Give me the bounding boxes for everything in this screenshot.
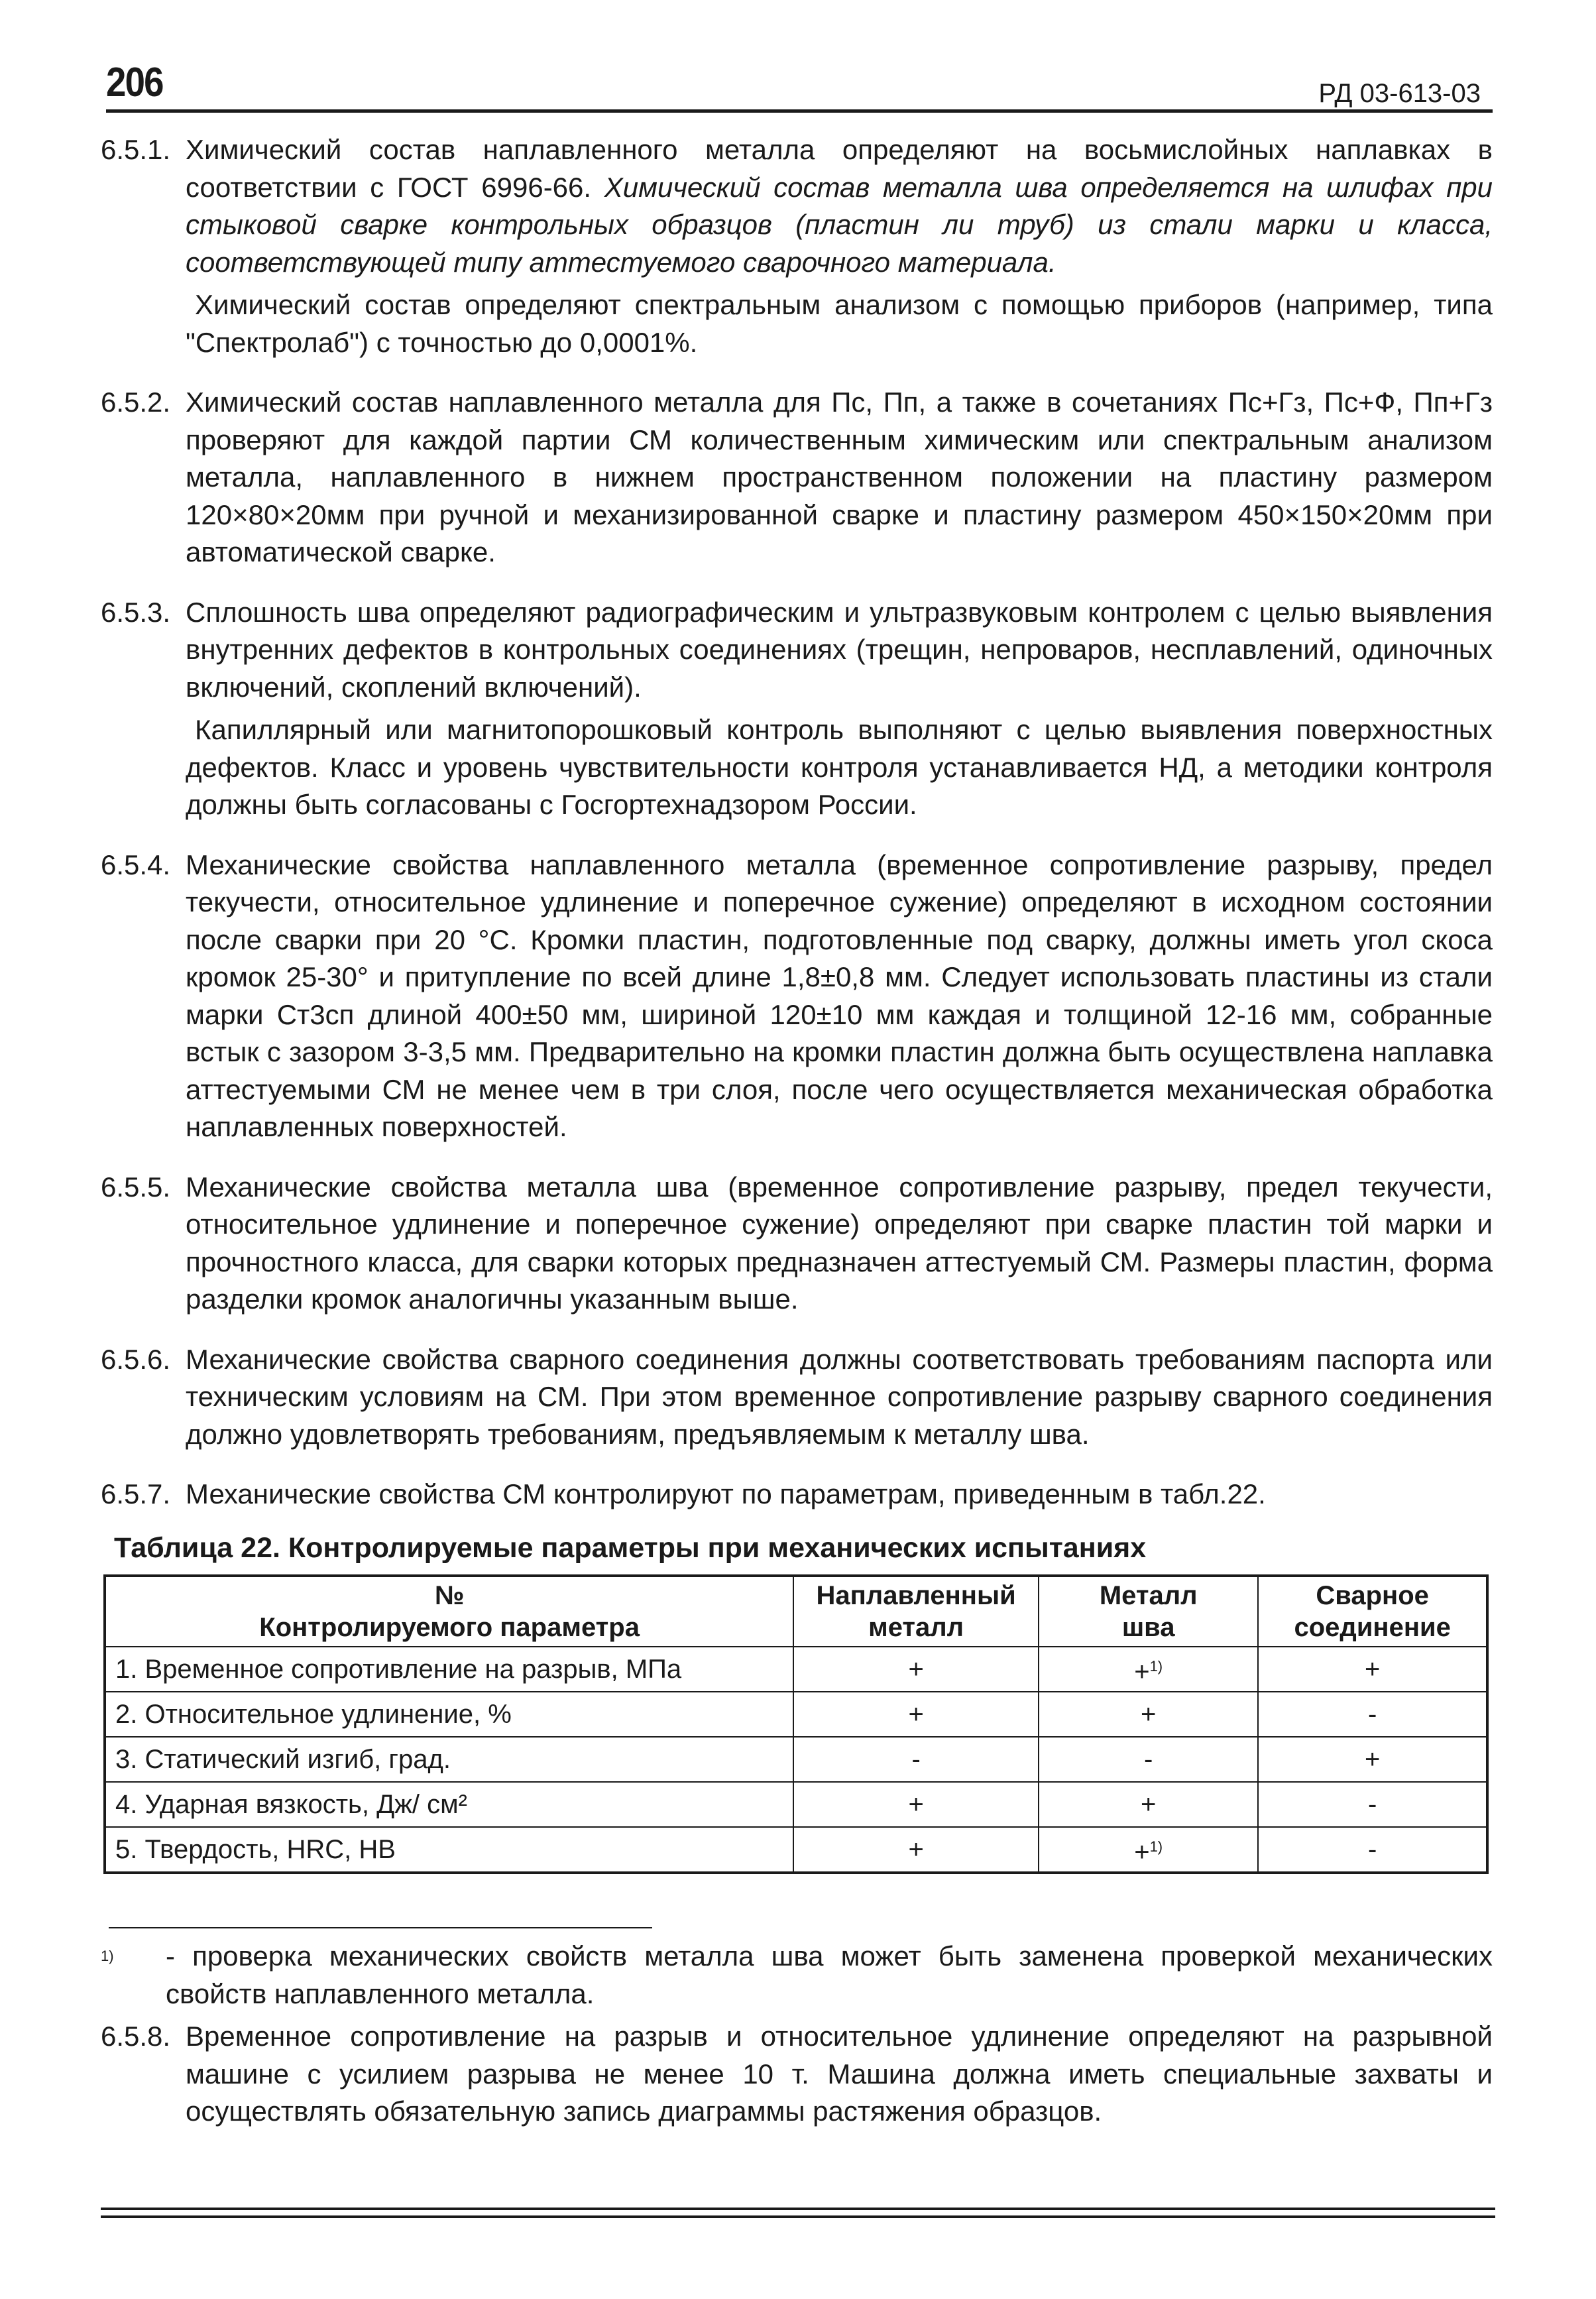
parameter-cell: 5. Твердость, HRC, HB xyxy=(105,1827,793,1873)
welded-joint-cell: - xyxy=(1258,1692,1487,1737)
footnote-separator xyxy=(109,1927,652,1928)
table-row xyxy=(105,1782,1487,1827)
footer-rule-bottom xyxy=(101,2215,1495,2218)
paragraph-6-5-7 xyxy=(101,1476,1493,1513)
footnote-text: - проверка механических свойств металла шва может быть заменена проверкой механических свойств наплавленного металла. xyxy=(166,1940,1493,2009)
seam-metal-cell: + xyxy=(1039,1692,1258,1737)
clause-text: Механические свойства сварного соединения должны соответствовать требованиям паспорта или техническим условиям на СМ. При этом временное сопротивление разрыву сварного соединения должно удовлетворять требованиям, предъявляемым к металлу шва. xyxy=(186,1343,1493,1450)
seam-metal-cell: +$^{1)}$ xyxy=(1039,1647,1258,1692)
parameter-cell: 1. Временное сопротивление на разрыв, МПа xyxy=(105,1647,793,1692)
footnote-ref: 1) xyxy=(1149,1838,1163,1855)
weld-metal-cell: + xyxy=(793,1692,1039,1737)
document-body xyxy=(101,131,1493,2131)
footer-rule-top xyxy=(101,2208,1495,2210)
paragraph-6-5-4 xyxy=(101,847,1493,1146)
footnote-mark: 1) xyxy=(101,1948,114,1964)
table-footnote xyxy=(101,1938,1493,2013)
page-header xyxy=(106,61,1493,113)
column-header-weld-metal: Наплавленный металл xyxy=(793,1576,1039,1647)
clause-number: 6.5.7. xyxy=(101,1478,171,1509)
clause-text: Механические свойства СМ контролируют по параметрам, приведенным в табл.22. xyxy=(186,1478,1266,1509)
footnote-ref: 1) xyxy=(1149,1657,1163,1675)
column-header-parameter: № Контролируемого параметра xyxy=(105,1576,793,1647)
weld-metal-cell: + xyxy=(793,1782,1039,1827)
parameter-cell: 2. Относительное удлинение, % xyxy=(105,1692,793,1737)
column-header-welded-joint: Сварное соединение xyxy=(1258,1576,1487,1647)
parameters-table xyxy=(103,1574,1489,1874)
clause-number: 6.5.5. xyxy=(101,1171,171,1203)
parameter-cell: 3. Статический изгиб, град. xyxy=(105,1737,793,1782)
table-title: Таблица 22. Контролируемые параметры при механических испытаниях xyxy=(114,1531,1147,1564)
paragraph-6-5-5 xyxy=(101,1169,1493,1319)
clause-text: Химический состав наплавленного металла определяют на восьмислойных наплавках в соответствии с ГОСТ 6996-66. xyxy=(186,134,1493,203)
clause-number: 6.5.1. xyxy=(101,134,171,165)
weld-metal-cell: + xyxy=(793,1647,1039,1692)
clause-number: 6.5.8. xyxy=(101,2021,171,2052)
welded-joint-cell: + xyxy=(1258,1647,1487,1692)
paragraph-6-5-6 xyxy=(101,1341,1493,1454)
weld-metal-cell: + xyxy=(793,1827,1039,1873)
seam-metal-cell: +$^{1)}$ xyxy=(1039,1827,1258,1873)
paragraph-6-5-2 xyxy=(101,384,1493,571)
clause-text: Временное сопротивление на разрыв и относительное удлинение определяют на разрывной машине с усилием разрыва не менее 10 т. Машина должна иметь специальные захваты и осуществлять обязательную запись диаграммы растяжения образцов. xyxy=(186,2021,1493,2127)
clause-text-italic: Химический состав металла шва определяется на шлифах при стыковой сварке контрольных образцов (пластин ли труб) из стали марки и класса, соответствующей типу аттестуемого сварочного материала. xyxy=(186,171,1493,278)
clause-text: Механические свойства металла шва (временное сопротивление разрыву, предел текучести, относительное удлинение и поперечное сужение) определяют при сварке пластин той марки и прочностного класса, для сварки которых предназначен аттестуемый СМ. Размеры пластин, форма разделки кромок аналогичны указанным выше. xyxy=(186,1171,1493,1315)
seam-metal-cell: - xyxy=(1039,1737,1258,1782)
clause-number: 6.5.3. xyxy=(101,596,171,628)
paragraph-6-5-3 xyxy=(101,594,1493,707)
clause-text: Механические свойства наплавленного металла (временное сопротивление разрыву, предел текучести, относительное удлинение и поперечное сужение) определяют в исходном состоянии после сварки при 20 °С. Кромки пластин, подготовленные под сварку, должны иметь угол скоса кромок 25-30° и притупление по всей длине 1,8±0,8 мм. Следует использовать пластины из стали марки Ст3сп длиной 400±50 мм, шириной 120±10 мм каждая и толщиной 12-16 мм, собранные встык с зазором 3-3,5 мм. Предварительно на кромки пластин должна быть осуществлена наплавка аттестуемыми СМ не менее чем в три слоя, после чего осуществляется механическая обработка наплавленных поверхностей. xyxy=(186,849,1493,1142)
paragraph-6-5-1 xyxy=(101,131,1493,281)
paragraph-6-5-3-continued: Капиллярный или магнитопорошковый контроль выполняют с целью выявления поверхностных дефектов. Класс и уровень чувствительности контроля устанавливается НД, а методики контроля должны быть согласованы с Госгортехнадзором России. xyxy=(186,714,1493,820)
header-rule xyxy=(106,109,1493,113)
table-row xyxy=(105,1647,1487,1692)
page-number: 206 xyxy=(106,60,163,105)
clause-text: Химический состав наплавленного металла для Пс, Пп, а также в сочетаниях Пс+Гз, Пс+Ф, Пп+Гз проверяют для каждой партии СМ количественным химическим или спектральным анализом металла, наплавленного в нижнем пространственном положении на пластину размером 120×80×20мм при ручной и механизированной сварке и пластину размером 450×150×20мм при автоматической сварке. xyxy=(186,386,1493,567)
table-row xyxy=(105,1692,1487,1737)
clause-number: 6.5.4. xyxy=(101,849,171,880)
parameter-cell: 4. Ударная вязкость, Дж/ см² xyxy=(105,1782,793,1827)
paragraph-6-5-8 xyxy=(101,2018,1493,2131)
table-row xyxy=(105,1827,1487,1873)
clause-number: 6.5.6. xyxy=(101,1343,171,1375)
table-header-row xyxy=(105,1576,1487,1647)
welded-joint-cell: - xyxy=(1258,1827,1487,1873)
welded-joint-cell: - xyxy=(1258,1782,1487,1827)
welded-joint-cell: + xyxy=(1258,1737,1487,1782)
seam-metal-cell: + xyxy=(1039,1782,1258,1827)
weld-metal-cell: - xyxy=(793,1737,1039,1782)
table-row xyxy=(105,1737,1487,1782)
clause-number: 6.5.2. xyxy=(101,386,171,418)
paragraph-6-5-1-continued: Химический состав определяют спектральным анализом с помощью приборов (например, типа "Спектролаб") с точностью до 0,0001%. xyxy=(186,289,1493,358)
column-header-seam-metal: Металл шва xyxy=(1039,1576,1258,1647)
clause-text: Сплошность шва определяют радиографическим и ультразвуковым контролем с целью выявления внутренних дефектов в контрольных соединениях (трещин, непроваров, несплавлений, одиночных включений, скоплений включений). xyxy=(186,596,1493,703)
document-code: РД 03-613-03 xyxy=(1318,79,1481,108)
